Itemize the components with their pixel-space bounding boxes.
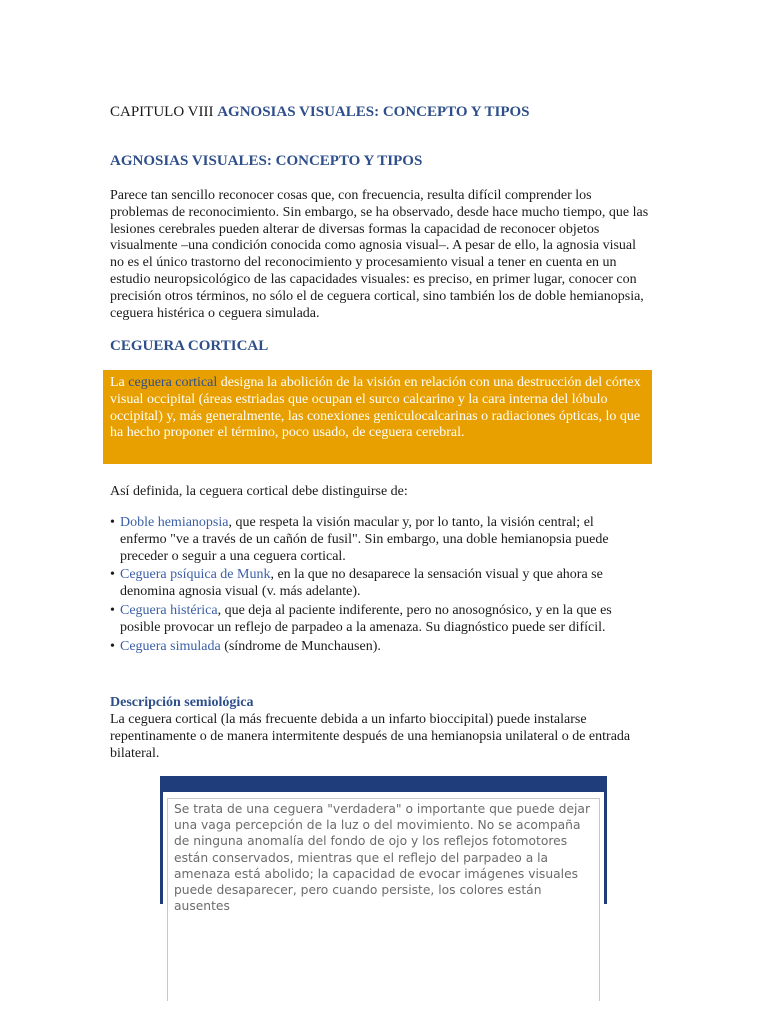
list-item-text: , que deja al paciente indiferente, pero no anosognósico, y en la que es posible provocar un reflejo de parpadeo a la amenaza. Su diagnóstico puede ser difícil.	[120, 602, 612, 635]
highlight-prefix: La	[110, 375, 129, 390]
subheading-descripcion: Descripción semiológica	[110, 695, 254, 710]
chapter-prefix: CAPITULO VIII	[110, 104, 218, 120]
list-item	[110, 515, 640, 565]
ceguera-simulada-link[interactable]: Ceguera simulada	[120, 638, 221, 654]
list-item-text: , que respeta la visión macular y, por lo tanto, la visión central; el enfermo "ve a través de un cañón de fusil". Sin embargo, una doble hemianopsia puede preceder o seguir a una ceguera cortical.	[120, 515, 609, 564]
definition-highlight-box	[103, 370, 652, 464]
highlight-text: designa la abolición de la visión en relación con una destrucción del córtex visual occipital (áreas estriadas que ocupan el surco calcarino y la cara interna del lóbulo occipital) y, más generalmente, las conexiones geniculocalcarinas o radiaciones ópticas, lo que ha hecho proponer el término, poco usado, de ceguera cerebral.	[110, 375, 641, 441]
quote-box	[160, 776, 607, 914]
quote-text: Se trata de una ceguera "verdadera" o importante que puede dejar una vaga percepción de la luz o del movimiento. No se acompaña de ninguna anomalía del fondo de ojo y los reflejos fotomotores están conservados, mientras que el reflejo del parpadeo a la amenaza está abolido; la capacidad de evocar imágenes visuales puede desaparecer, pero cuando persiste, los colores están ausentes	[167, 798, 600, 1001]
distinction-list	[110, 515, 640, 657]
ceguera-psiquica-link[interactable]: Ceguera psíquica de Munk	[120, 567, 271, 583]
chapter-title-text: AGNOSIAS VISUALES: CONCEPTO Y TIPOS	[217, 104, 530, 120]
list-item	[110, 603, 640, 637]
section-heading-agnosias: AGNOSIAS VISUALES: CONCEPTO Y TIPOS	[110, 153, 423, 169]
list-item	[110, 639, 640, 656]
description-paragraph: La ceguera cortical (la más frecuente debida a un infarto bioccipital) puede instalarse repentinamente o de manera intermitente después de una hemianopsia unilateral o de entrada bilateral.	[110, 712, 631, 761]
doble-hemianopsia-link[interactable]: Doble hemianopsia	[120, 515, 229, 530]
list-item-text: , en la que no desaparece la sensación visual y que ahora se denomina agnosia visual (v. más adelante).	[120, 567, 603, 600]
intro-paragraph: Parece tan sencillo reconocer cosas que, con frecuencia, resulta difícil comprender los problemas de reconocimiento. Sin embargo, se ha observado, desde hace mucho tiempo, que las lesiones cerebrales pueden alterar de diversas formas la capacidad de reconocer objetos visualmente –una condición conocida como agnosia visual–. A pesar de ello, la agnosia visual no es el único trastorno del reconocimiento y procesamiento visual a tener en cuenta en un estudio neuropsicológico de las capacidades visuales: es preciso, en primer lugar, conocer con precisión otros términos, no sólo el de ceguera cortical, sino también los de doble hemianopsia, ceguera histérica o ceguera simulada.	[110, 188, 649, 321]
ceguera-cortical-link[interactable]: ceguera cortical	[128, 375, 218, 390]
ceguera-histerica-link[interactable]: Ceguera histérica	[120, 602, 218, 618]
distinction-intro: Así definida, la ceguera cortical debe distinguirse de:	[110, 484, 408, 499]
list-item	[110, 567, 640, 601]
list-item-text: (síndrome de Munchausen).	[220, 638, 381, 654]
section-heading-ceguera-cortical: CEGUERA CORTICAL	[110, 338, 269, 354]
chapter-title	[110, 103, 530, 121]
